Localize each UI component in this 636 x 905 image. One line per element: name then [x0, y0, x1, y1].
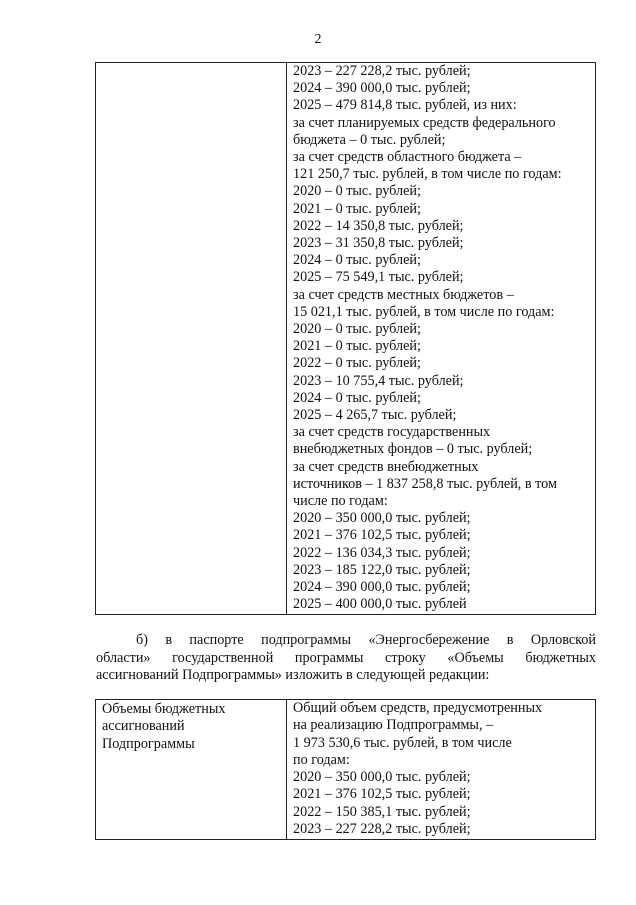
text-line: Подпрограммы: [102, 735, 195, 752]
paragraph-line-1: б) в паспорте подпрограммы «Энергосбережение в Орловской: [136, 632, 596, 648]
text-line: 2023 – 227 228,2 тыс. рублей;: [293, 821, 471, 838]
funding-table-continuation: [95, 62, 596, 615]
table-right-cell: [287, 63, 595, 614]
text-line: 2020 – 0 тыс. рублей;: [293, 183, 421, 200]
text-line: 2024 – 390 000,0 тыс. рублей;: [293, 579, 471, 596]
text-line: 2020 – 350 000,0 тыс. рублей;: [293, 769, 471, 786]
text-line: 2022 – 150 385,1 тыс. рублей;: [293, 803, 471, 820]
text-line: 121 250,7 тыс. рублей, в том числе по годам:: [293, 166, 562, 183]
text-line: 2023 – 185 122,0 тыс. рублей;: [293, 561, 471, 578]
table-left-cell: [96, 63, 287, 614]
text-line: внебюджетных фондов – 0 тыс. рублей;: [293, 441, 533, 458]
text-line: 2021 – 376 102,5 тыс. рублей;: [293, 786, 471, 803]
table-right-cell: [287, 700, 595, 839]
text-line: 2020 – 350 000,0 тыс. рублей;: [293, 510, 471, 527]
table-left-cell: [96, 700, 287, 839]
paragraph-line-3: ассигнований Подпрограммы» изложить в следующей редакции:: [96, 667, 490, 683]
text-line: 2025 – 400 000,0 тыс. рублей: [293, 596, 467, 613]
text-line: 2025 – 75 549,1 тыс. рублей;: [293, 269, 464, 286]
text-line: за счет средств внебюджетных: [293, 458, 479, 475]
text-line: за счет средств областного бюджета –: [293, 149, 522, 166]
page-number: 2: [314, 32, 322, 47]
text-line: 2023 – 227 228,2 тыс. рублей;: [293, 63, 471, 79]
text-line: 2021 – 376 102,5 тыс. рублей;: [293, 527, 471, 544]
text-line: 2025 – 479 814,8 тыс. рублей, из них:: [293, 97, 517, 114]
text-line: 2020 – 0 тыс. рублей;: [293, 321, 421, 338]
text-line: за счет планируемых средств федерального: [293, 114, 556, 131]
text-line: 15 021,1 тыс. рублей, в том числе по годам:: [293, 303, 555, 320]
text-line: на реализацию Подпрограммы, –: [293, 717, 494, 734]
text-line: 2022 – 136 034,3 тыс. рублей;: [293, 544, 471, 561]
text-line: бюджета – 0 тыс. рублей;: [293, 131, 446, 148]
text-line: источников – 1 837 258,8 тыс. рублей, в том: [293, 475, 557, 492]
text-line: по годам:: [293, 751, 350, 768]
text-line: 1 973 530,6 тыс. рублей, в том числе: [293, 734, 512, 751]
text-line: ассигнований: [102, 718, 185, 735]
text-line: 2024 – 0 тыс. рублей;: [293, 252, 421, 269]
text-line: Общий объем средств, предусмотренных: [293, 700, 543, 716]
text-line: 2023 – 31 350,8 тыс. рублей;: [293, 235, 464, 252]
text-line: 2023 – 10 755,4 тыс. рублей;: [293, 372, 464, 389]
amendment-paragraph: [96, 632, 596, 685]
paragraph-line-2: области» государственной программы строку «Объемы бюджетных: [96, 649, 596, 666]
text-line: 2022 – 14 350,8 тыс. рублей;: [293, 217, 464, 234]
text-line: 2025 – 4 265,7 тыс. рублей;: [293, 407, 457, 424]
text-line: 2024 – 0 тыс. рублей;: [293, 389, 421, 406]
text-line: 2021 – 0 тыс. рублей;: [293, 200, 421, 217]
text-line: 2024 – 390 000,0 тыс. рублей;: [293, 80, 471, 97]
text-line: за счет средств местных бюджетов –: [293, 286, 514, 303]
text-line: за счет средств государственных: [293, 424, 491, 441]
budget-allocations-table: [95, 699, 596, 840]
text-line: 2022 – 0 тыс. рублей;: [293, 355, 421, 372]
text-line: 2021 – 0 тыс. рублей;: [293, 338, 421, 355]
text-line: числе по годам:: [293, 493, 388, 510]
text-line: Объемы бюджетных: [102, 701, 226, 717]
